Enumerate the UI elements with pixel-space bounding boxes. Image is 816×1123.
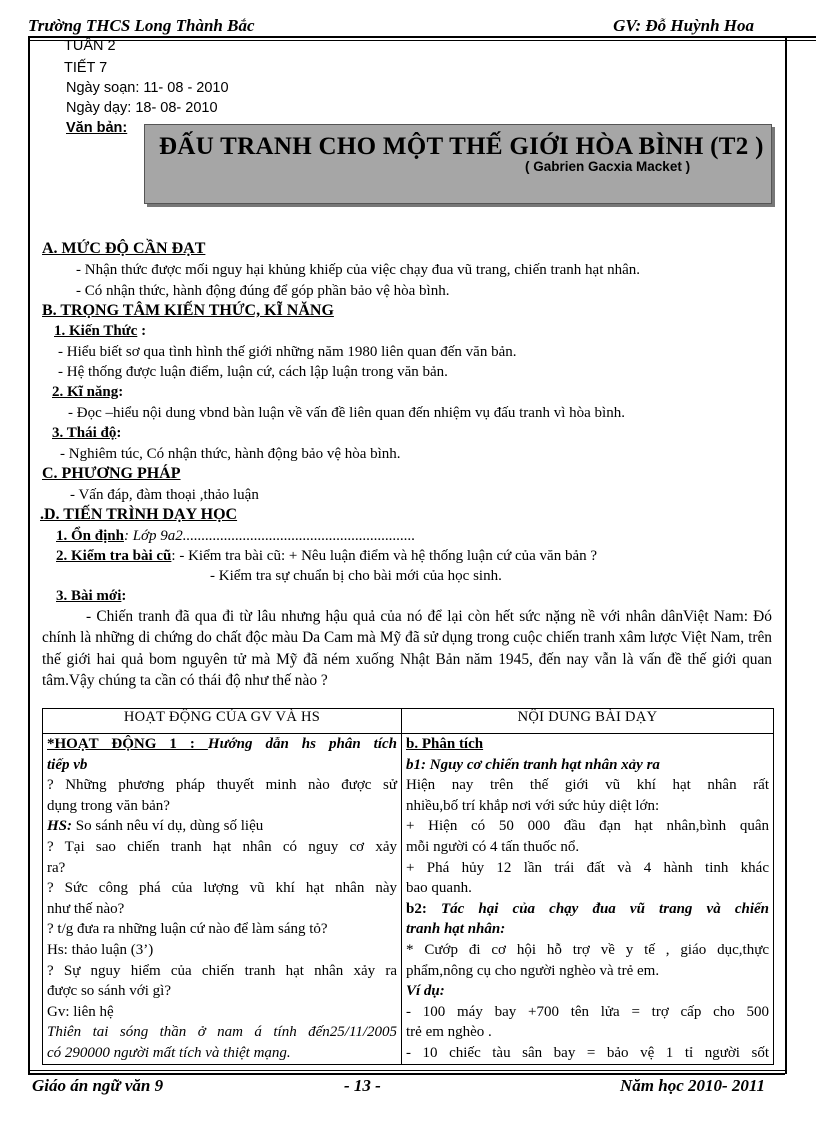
- section-a-heading: A. MỨC ĐỘ CẦN ĐẠT: [42, 240, 206, 257]
- section-b1-item-2: - Hệ thống được luận điểm, luận cứ, cách lập luận trong văn bản.: [58, 364, 448, 380]
- content-cell: [402, 734, 774, 1065]
- content-line: trẻ em nghèo .: [406, 1024, 492, 1041]
- subheading-b2-cont: tranh hạt nhân:: [406, 921, 506, 938]
- activity-heading: *HOẠT ĐỘNG 1 : Hướng dẫn hs phân tích: [47, 736, 397, 752]
- activities-cell: [43, 734, 402, 1065]
- question-1: ? Những phương pháp thuyết minh nào được sử: [47, 777, 397, 794]
- period-label: TIẾT 7: [64, 60, 108, 76]
- content-line: mỗi người có 4 tấn thuốc nổ.: [406, 838, 580, 855]
- section-b2-item-1: - Đọc –hiểu nội dung vbnd bàn luận về vấn đề liên quan đến nhiệm vụ đấu tranh vì hòa bình.: [68, 405, 625, 421]
- week-label: TUẦN 2: [64, 38, 116, 54]
- subheading-b2: b2: Tác hại của chạy đua vũ trang và chiến: [406, 900, 769, 917]
- content-line: Hiện nay trên thế giới vũ khí hạt nhân rất: [406, 777, 769, 794]
- section-b2-heading: 2. Kĩ năng:: [52, 384, 124, 400]
- content-line: + Hiện có 50 000 đầu đạn hạt nhân,bình quân: [406, 818, 769, 835]
- genre-label: Văn bản:: [66, 120, 128, 136]
- question-2: ? Tại sao chiến tranh hạt nhân có nguy cơ xảy: [47, 838, 397, 855]
- section-d2: 2. Kiểm tra bài cũ: - Kiểm tra bài cũ: + Nêu luận điểm và hệ thống luận cứ của văn bản ?: [56, 548, 598, 564]
- section-d2-line-2: - Kiểm tra sự chuẩn bị cho bài mới của học sinh.: [210, 568, 502, 584]
- teach-date: Ngày dạy: 18- 08- 2010: [66, 100, 218, 116]
- footer-subject: Giáo án ngữ văn 9: [32, 1076, 164, 1095]
- example-label: Ví dụ:: [406, 983, 445, 1000]
- question-5: ? Sự nguy hiểm của chiến tranh hạt nhân xảy ra: [47, 962, 397, 979]
- gv-note: Gv: liên hệ: [47, 1003, 114, 1020]
- lesson-title: ĐẤU TRANH CHO MỘT THẾ GIỚI HÒA BÌNH (T2 ): [159, 133, 764, 160]
- analysis-heading: b. Phân tích: [406, 736, 484, 752]
- intro-paragraph: - Chiến tranh đã qua đi từ lâu nhưng hậu quả của nó để lại còn hết sức nặng nề với nhân dânViệt Nam: Đó chính là những di chứng do chất độc màu Da Cam mà Mỹ đã sử dụng trong cuộc chiến tranh xâm lược Việt Nam, trên thế giới hai quả bom nguyên tử mà Mỹ đã ném xuống Nhật Bản năm 1945, đến nay vẫn là vấn đề thế giới quan tâm.Vậy chúng ta cần có thái độ như thế nào ?: [42, 608, 772, 690]
- content-line: bao quanh.: [406, 880, 472, 897]
- subheading-b1: b1: Nguy cơ chiến tranh hạt nhân xảy ra: [406, 756, 660, 773]
- question-5-cont: được so sánh với gì?: [47, 983, 171, 1000]
- school-year: Năm học 2010- 2011: [620, 1076, 765, 1095]
- table-row: [43, 734, 774, 1065]
- question-4: ? t/g đưa ra những luận cứ nào để làm sáng tỏ?: [47, 921, 328, 938]
- hs-discussion: Hs: thảo luận (3’): [47, 941, 154, 958]
- example-line-2: có 290000 người mất tích và thiệt mạng.: [47, 1044, 291, 1061]
- content-line: * Cướp đi cơ hội hỗ trợ về y tế , giáo dục,thực: [406, 941, 769, 958]
- teacher-name: GV: Đỗ Huỳnh Hoa: [613, 16, 754, 35]
- page-number: - 13 -: [344, 1076, 381, 1095]
- question-3-cont: như thế nào?: [47, 900, 125, 917]
- question-1-cont: dụng trong văn bản?: [47, 797, 170, 814]
- section-a-item-2: - Có nhận thức, hành động đúng để góp phần bảo vệ hòa bình.: [76, 283, 450, 299]
- question-3: ? Sức công phá của lượng vũ khí hạt nhân này: [47, 880, 397, 897]
- footer-rule: [28, 1073, 785, 1075]
- lesson-title-box: [144, 124, 772, 204]
- section-b1-heading: 1. Kiến Thức :: [54, 323, 147, 339]
- hs-answer: HS: So sánh nêu ví dụ, dùng số liệu: [47, 818, 264, 835]
- section-a-item-1: - Nhận thức được mối nguy hại khủng khiếp của việc chạy đua vũ trang, chiến tranh hạt nhân.: [76, 262, 641, 278]
- page-footer: [28, 1070, 785, 1095]
- prep-date: Ngày soạn: 11- 08 - 2010: [66, 80, 229, 96]
- col-header-content: NỘI DUNG BÀI DẠY: [402, 709, 774, 734]
- table-header-row: [43, 709, 774, 734]
- content-line: - 10 chiếc tàu sân bay = bảo vệ 1 tỉ người sốt: [406, 1044, 769, 1061]
- section-d3-heading: 3. Bài mới:: [56, 588, 127, 604]
- section-b-heading: B. TRỌNG TÂM KIẾN THỨC, KĨ NĂNG: [42, 302, 334, 319]
- school-name: Trường THCS Long Thành Bắc: [28, 16, 255, 35]
- section-d-heading: .D. TIẾN TRÌNH DẠY HỌC: [40, 506, 238, 523]
- lesson-activity-table: [42, 708, 774, 1065]
- section-c-heading: C. PHƯƠNG PHÁP: [42, 465, 181, 482]
- activity-heading-cont: tiếp vb: [47, 756, 88, 773]
- footer-rule-thin: [28, 1070, 785, 1071]
- content-line: - 100 máy bay +700 tên lửa = trợ cấp cho 500: [406, 1003, 769, 1020]
- content-line: + Phá hủy 12 lần trái đất và 4 hành tinh khác: [406, 859, 769, 876]
- example-line-1: Thiên tai sóng thần ở nam á tính đến25/11/2005: [47, 1024, 397, 1041]
- section-b3-heading: 3. Thái độ:: [52, 425, 122, 441]
- section-c-item-1: - Vấn đáp, đàm thoại ,thảo luận: [70, 487, 259, 503]
- content-line: phẩm,nông cụ cho người nghèo và trẻ em.: [406, 962, 660, 979]
- lesson-author: ( Gabrien Gacxia Macket ): [525, 159, 691, 174]
- section-b1-item-1: - Hiểu biết sơ qua tình hình thế giới những năm 1980 liên quan đến văn bản.: [58, 344, 517, 360]
- question-2-cont: ra?: [47, 859, 66, 876]
- section-d1: 1. Ổn định: Lớp 9a2..............................................................: [56, 528, 416, 544]
- section-b3-item-1: - Nghiêm túc, Có nhận thức, hành động bảo vệ hòa bình.: [60, 446, 401, 462]
- col-header-activities: HOẠT ĐỘNG CỦA GV VÀ HS: [43, 709, 402, 734]
- page-header: [28, 14, 816, 38]
- content-line: nhiều,bố trí khắp nơi với sức hủy diệt lớn:: [406, 797, 660, 814]
